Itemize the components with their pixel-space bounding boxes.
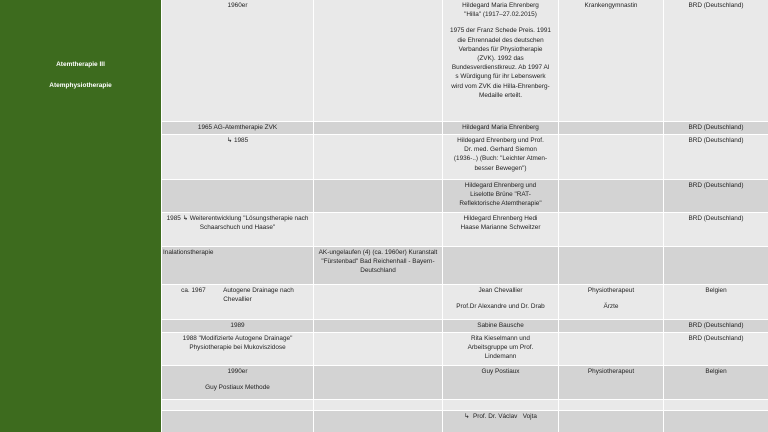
table-cell-period: 1960er <box>162 0 313 121</box>
table-cell-country <box>664 400 768 410</box>
table-row <box>162 333 768 365</box>
table-cell-person: Sabine Bausche <box>443 320 558 332</box>
person-name: Hildegard Maria Ehrenberg "Hilla" (1917–27.02.2015) <box>462 2 539 19</box>
table-cell-profession <box>559 247 663 284</box>
table-cell-place <box>314 135 442 179</box>
table-cell-person: Guy Postiaux <box>443 366 558 399</box>
table-cell-period: 1965 AG-Atemtherapie ZVK <box>162 122 313 134</box>
table-cell-period <box>162 400 313 410</box>
table-cell-place <box>314 333 442 365</box>
table-cell-country: BRD (Deutschland) <box>664 213 768 246</box>
table-cell-period: 1985 ↳ Weiterentwicklung "Lösungstherapie nach Schaarschuch und Haase" <box>162 213 313 246</box>
table-cell-place <box>314 285 442 319</box>
table-cell-person <box>443 400 558 410</box>
history-table <box>162 0 768 432</box>
table-cell-period: ca. 1967 Autogene Drainage nach Chevallier <box>162 285 313 319</box>
table-row <box>162 213 768 246</box>
table-cell-period: Inalationstherapie <box>162 247 313 284</box>
table-cell-place <box>314 400 442 410</box>
sidebar-panel <box>0 0 161 432</box>
person-name: Jean Chevallier <box>478 287 523 294</box>
table-row <box>162 400 768 410</box>
table-cell-profession <box>559 400 663 410</box>
table-cell-place <box>314 180 442 212</box>
table-cell-country <box>664 247 768 284</box>
table-cell-person: Rita Kieselmann und Arbeitsgruppe um Prof. Lindemann <box>443 333 558 365</box>
table-cell-country: Belgien <box>664 285 768 319</box>
table-cell-place <box>314 366 442 399</box>
table-cell-place <box>314 411 442 432</box>
table-cell-person <box>443 0 558 121</box>
table-cell-period <box>162 411 313 432</box>
person-name-secondary: Prof.Dr Alexandre und Dr. Drab <box>456 303 545 311</box>
table-cell-profession <box>559 122 663 134</box>
table-cell-country: BRD (Deutschland) <box>664 0 768 121</box>
table-cell-place: AK-ungelaufen (4) (ca. 1960er) Kuranstalt "Fürstenbad" Bad Reichenhall - Bayern- Deutschland <box>314 247 442 284</box>
table-row <box>162 285 768 319</box>
table-row <box>162 366 768 399</box>
table-cell-person: ↳ Prof. Dr. Václav Vojta <box>443 411 558 432</box>
method-name: Guy Postiaux Methode <box>205 384 270 392</box>
table-cell-place <box>314 122 442 134</box>
table-cell-country <box>664 411 768 432</box>
table-cell-place <box>314 320 442 332</box>
table-cell-place <box>314 213 442 246</box>
profession-secondary: Ärzte <box>603 303 619 311</box>
table-cell-person: Hildegard Ehrenberg Hedi Haase Marianne Schweitzer <box>443 213 558 246</box>
table-cell-country: Belgien <box>664 366 768 399</box>
table-cell-period <box>162 180 313 212</box>
table-cell-place <box>314 0 442 121</box>
table-cell-person <box>443 285 558 319</box>
person-awards: 1975 der Franz Schede Preis. 1991 die Ehrennadel des deutschen Verbandes für Physiotherapie (ZVK). 1992 das Bundesverdienstkreuz. Ab 1997 Al s Würdigung für ihr Lebenswerk wird vom ZVK die Hilla-Ehrenberg-Medaille erteilt. <box>450 27 551 99</box>
table-row <box>162 320 768 332</box>
table-cell-profession: Physiotherapeut <box>559 366 663 399</box>
table-cell-country: BRD (Deutschland) <box>664 135 768 179</box>
table-row <box>162 180 768 212</box>
table-cell-profession <box>559 135 663 179</box>
table-cell-period: ↳ 1985 <box>162 135 313 179</box>
table-cell-person: Hildegard Maria Ehrenberg <box>443 122 558 134</box>
table-cell-country: BRD (Deutschland) <box>664 320 768 332</box>
table-cell-profession <box>559 411 663 432</box>
table-cell-person: Hildegard Ehrenberg und Liselotte Brüne "RAT-Reflektorische Atemtherapie" <box>443 180 558 212</box>
table-cell-country: BRD (Deutschland) <box>664 122 768 134</box>
table-cell-profession: Krankengymnastin <box>559 0 663 121</box>
table-row <box>162 247 768 284</box>
table-row <box>162 135 768 179</box>
table-cell-period: 1988 "Modifizierte Autogene Drainage" Physiotherapie bei Mukoviszidose <box>162 333 313 365</box>
table-row <box>162 411 768 432</box>
table-cell-period: 1989 <box>162 320 313 332</box>
sidebar-subtitle: Atemphysiotherapie <box>49 82 112 89</box>
sidebar-title: Atemtherapie III <box>56 61 105 68</box>
table-cell-profession <box>559 285 663 319</box>
table-cell-person: Hildegard Ehrenberg und Prof. Dr. med. Gerhard Siemon (1936-..) (Buch: "Leichter Atmen-besser Bewegen") <box>443 135 558 179</box>
table-cell-profession <box>559 213 663 246</box>
period-text: 1990er <box>227 368 248 375</box>
table-cell-profession <box>559 180 663 212</box>
table-cell-country: BRD (Deutschland) <box>664 333 768 365</box>
table-cell-profession <box>559 333 663 365</box>
table-cell-period <box>162 366 313 399</box>
table-cell-country: BRD (Deutschland) <box>664 180 768 212</box>
table-cell-person <box>443 247 558 284</box>
table-row <box>162 0 768 121</box>
table-row <box>162 122 768 134</box>
profession-primary: Physiotherapeut <box>587 287 635 294</box>
table-cell-profession <box>559 320 663 332</box>
